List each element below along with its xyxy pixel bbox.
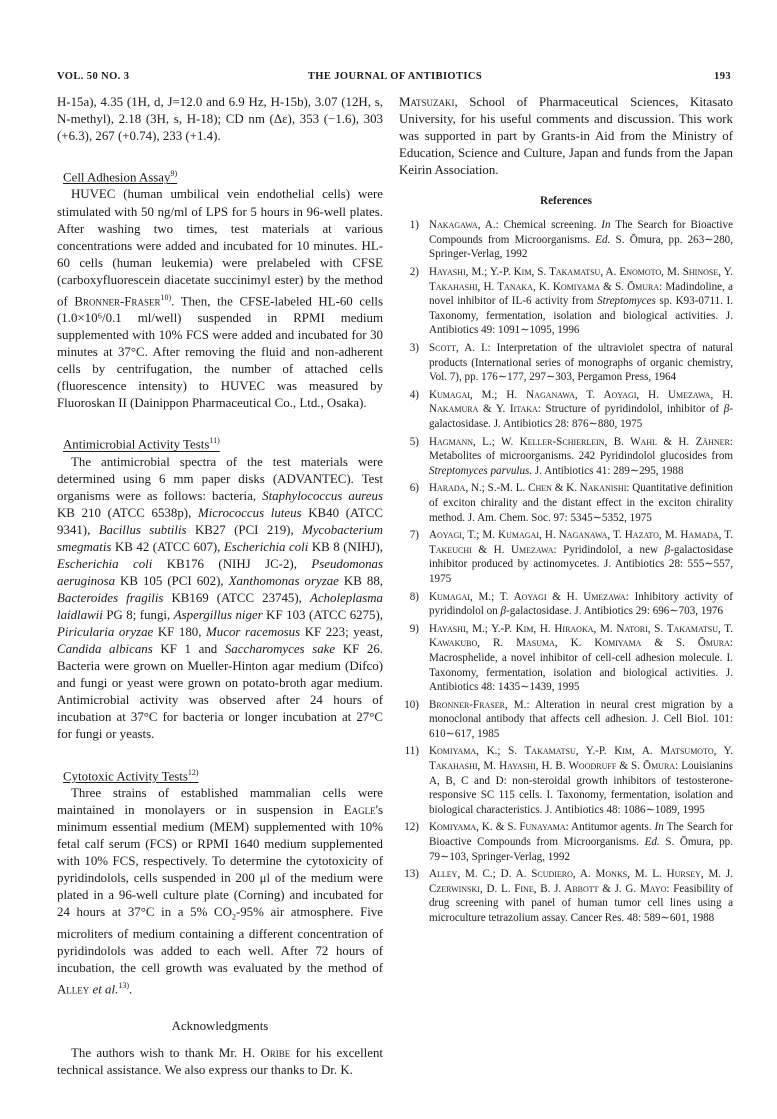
reference-item: 13) Alley, M. C.; D. A. Scudiero, A. Monks, M. L. Hursey, M. J. Czerwinski, D. L. Fine, B. J. Abbott & J. G. Mayo: Feasibility of drug screening with panel of human tumor cell lines using a microculture tetrazolium assay. Cancer Res. 48: 589∼601, 1988 — [404, 868, 733, 924]
reference-item: 11) Komiyama, K.; S. Takamatsu, Y.-P. Kim, A. Matsumoto, Y. Takahashi, M. Hayashi, H. B. Woodruff & S. Ōmura: Louisianins A, B, C and D: non-steroidal growth inhibitors of testosterone-responsive SC 115 cells. I. Taxonomy, fermentation, isolation and biological characteristics. J. Antibiotics 48: 1086∼1089, 1995 — [404, 745, 733, 816]
reference-item: 10) Bronner-Fraser, M.: Alteration in neural crest migration by a monoclonal antibody that affects cell adhesion. J. Cell Biol. 101: 610∼617, 1985 — [404, 698, 733, 740]
acknowledgments-paragraph: The authors wish to thank Mr. H. Oribe for his excellent technical assistance. We also express our thanks to Dr. K. — [57, 1046, 383, 1078]
reference-item: 12) Komiyama, K. & S. Funayama: Antitumor agents. In The Search for Bioactive Compounds from Microorganisms. Ed. S. Ōmura, pp. 79∼103, Springer-Verlag, 1992 — [404, 821, 733, 863]
section-heading-antimicrobial: Antimicrobial Activity Tests$^{11)}$ — [63, 436, 220, 452]
page-number: 193 — [714, 71, 731, 82]
acknowledgments-heading: Acknowledgments — [171, 1019, 269, 1034]
reference-item: 7) Aoyagi, T.; M. Kumagai, H. Naganawa, T. Hazato, M. Hamada, T. Takeuchi & H. Umezawa: Pyridindolol, a new β-galactosidase inhibitor produced by actinomycetes. J. Antibiotics 28: 555∼557, 1975 — [409, 529, 733, 585]
reference-item: 5) Hagmann, L.; W. Keller-Schierlein, B. Wahl & H. Zähner: Metabolites of microorganisms. 242 Pyridindolol glucosides from Streptomyces parvulus. J. Antibiotics 41: 289∼295, 1988 — [409, 435, 733, 477]
right-column — [399, 94, 733, 926]
body-columns — [57, 94, 733, 1094]
reference-list — [399, 218, 733, 925]
section-heading-cytotoxic: Cytotoxic Activity Tests$^{12)}$ — [63, 767, 199, 783]
reference-item: 1) Nakagawa, A.: Chemical screening. In The Search for Bioactive Compounds from Microorganisms. Ed. S. Ōmura, pp. 263∼280, Springer-Verlag, 1992 — [409, 219, 733, 261]
section-heading-cell-adhesion: Cell Adhesion Assay$^{9)}$ — [63, 169, 178, 185]
running-head — [57, 68, 733, 82]
nmr-data-tail: H-15a), 4.35 (1H, d, J=12.0 and 6.9 Hz, H-15b), 3.07 (12H, s, N-methyl), 2.18 (3H, s, H-18); CD nm (Δε), 353 (−1.6), 303 (+6.3), 267 (+0.74), 233 (+1.4). — [57, 95, 383, 144]
reference-item: 2) Hayashi, M.; Y.-P. Kim, S. Takamatsu, A. Enomoto, M. Shinose, Y. Takahashi, H. Tanaka, K. Komiyama & S. Ōmura: Madindoline, a novel inhibitor of IL-6 activity from Streptomyces sp. K93-0711. I. Taxonomy, fermentation, isolation and biological activities. J. Antibiotics 49: 1091∼1095, 1996 — [409, 266, 733, 337]
acknowledgments-continued: Matsuzaki, School of Pharmaceutical Sciences, Kitasato University, for his useful comments and discussion. This work was supported in part by Grants-in Aid from the Ministry of Education, Science and Culture, Japan and funds from the Japan Keirin Association. — [399, 95, 733, 178]
references-heading: References — [540, 195, 592, 208]
journal-title: THE JOURNAL OF ANTIBIOTICS — [307, 71, 483, 82]
volume-issue: VOL. 50 NO. 3 — [57, 71, 130, 82]
reference-item: 8) Kumagai, M.; T. Aoyagi & H. Umezawa: Inhibitory activity of pyridindolol on β-galactosidase. J. Antibiotics 29: 696∼703, 1976 — [409, 590, 733, 618]
cytotoxic-paragraph: Three strains of established mammalian cells were maintained in monolayers or in suspension in Eagle's minimum essential medium (MEM) supplemented with 10% fetal calf serum (FCS) or RPMI 1640 medium supplemented with 10% FCS, respectively. To determine the cytotoxicity of pyridindolols, cells suspended in 200 μl of the medium were plated in a 96-well culture plate (Corning) and incubated for 24 hours at 37°C in a 5% $CO_2-95\%$ air atmosphere. Five microliters of medium containing a different concentration of pyridindolols was added to each well. After 72 hours of incubation, the cell growth was evaluated by the method of Alley et al.$^{13)}$. — [57, 785, 383, 997]
reference-item: 3) Scott, A. I.: Interpretation of the ultraviolet spectra of natural products (International series of monographs of organic chemistry, Vol. 7), pp. 176∼177, 297∼303, Pergamon Press, 1964 — [409, 342, 733, 384]
antimicrobial-paragraph: The antimicrobial spectra of the test materials were determined using 6 mm paper disks (ADVANTEC). Test organisms were as follows: bacteria, Staphylococcus aureus KB 210 (ATCC 6538p), Micrococcus luteus KB40 (ATCC 9341), Bacillus subtilis KB27 (PCI 219), Mycobacterium smegmatis KB 42 (ATCC 607), Escherichia coli KB 8 (NIHJ), Escherichia coli KB176 (NIHJ JC-2), Pseudomonas aeruginosa KB 105 (PCI 602), Xanthomonas oryzae KB 88, Bacteroides fragilis KB169 (ATCC 23745), Acholeplasma laidlawii PG 8; fungi, Aspergillus niger KF 103 (ATCC 6275), Piricularia oryzae KF 180, Mucor racemosus KF 223; yeast, Candida albicans KF 1 and Saccharomyces sake KF 26. Bacteria were grown on Mueller-Hinton agar medium (Difco) and fungi or yeast were grown on potato-broth agar medium. Antimicrobial activity was observed after 24 hours of incubation at 37°C for bacteria or longer incubation at 27°C for fungi or yeasts. — [57, 454, 383, 742]
reference-item: 6) Harada, N.; S.-M. L. Chen & K. Nakanishi: Quantitative definition of exciton chirality and the distant effect in the exciton chirality method. J. Am. Chem. Soc. 97: 5345∼5352, 1975 — [409, 482, 733, 524]
left-column — [57, 94, 383, 1079]
reference-item: 9) Hayashi, M.; Y.-P. Kim, H. Hiraoka, M. Natori, S. Takamatsu, T. Kawakubo, R. Masuma, K. Komiyama & S. Ōmura: Macrosphelide, a novel inhibitor of cell-cell adhesion molecule. I. Taxonomy, fermentation, isolation and biological activities. J. Antibiotics 48: 1435∼1439, 1995 — [409, 622, 733, 694]
reference-item: 4) Kumagai, M.; H. Naganawa, T. Aoyagi, H. Umezawa, H. Nakamura & Y. Iitaka: Structure of pyridindolol, inhibitor of β-galactosidase. J. Antibiotics 28: 876∼880, 1975 — [409, 388, 733, 430]
cell-adhesion-paragraph: HUVEC (human umbilical vein endothelial cells) were stimulated with 50 ng/ml of LPS for 5 hours in 96-well plates. After washing two times, test materials at various concentrations were added and incubated for 10 minutes. HL-60 cells (human leukemia) were prelabeled with CFSE (carboxyfluorescein diacetate succinimyl ester) by the method of Bronner-Fraser$^{10)}$. Then, the CFSE-labeled HL-60 cells (1.0×10⁶/0.1 ml/well) suspended in RPMI medium supplemented with 10% FCS were added and incubated for 30 minutes at 37°C. After removing the fluid and non-adherent cells by centrifugation, the number of attached cells (fluorescence intensity) to HUVEC was measured by Fluoroskan II (Dainippon Pharmaceutical Co., Ltd., Osaka). — [57, 187, 384, 411]
